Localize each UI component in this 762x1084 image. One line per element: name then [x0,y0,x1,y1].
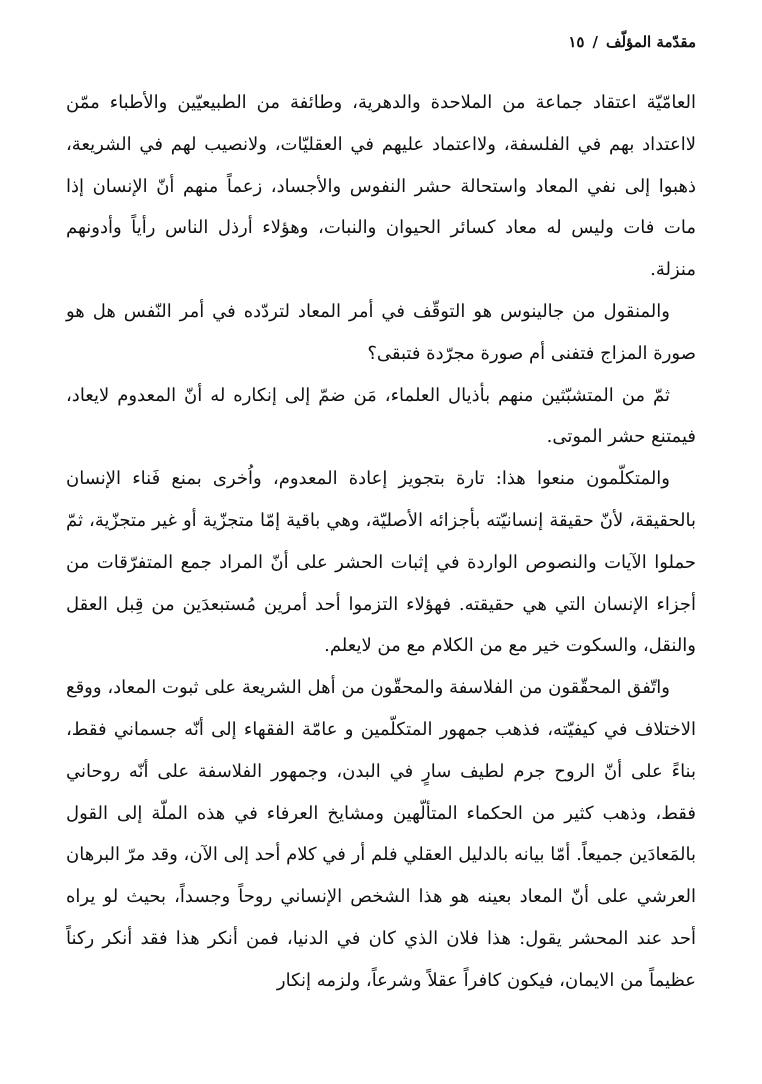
paragraph: ثمّ من المتشبّثين منهم بأذيال العلماء، مَن ضمّ إلى إنكاره له أنّ المعدوم لايعاد، فيمتنع حشر الموتى. [66,384,696,448]
paragraph: والمتكلّمون منعوا هذا: تارة بتجويز إعادة المعدوم، واُخرى بمنع فَناء الإنسان بالحقيقة، لأنّ حقيقة إنسانيّته بأجزائه الأصليّة، وهي باقية إمّا متجزّية أو غير متجزّية، ثمّ حملوا الآيات والنصوص الواردة في إثبات الحشر على أنّ المراد جمع المتفرّقات من أجزاء الإنسان التي هي حقيقته. فهؤلاء التزموا أحد أمرين مُستبعدَين من قِبل العقل والنقل، والسكوت خير مع من الكلام مع من لايعلم. [66,468,696,657]
paragraph: العامّيّة اعتقاد جماعة من الملاحدة والدهرية، وطائفة من الطبيعيّين والأطباء ممّن لااعتداد بهم في الفلسفة، ولااعتماد عليهم في العقليّات، ولانصيب لهم في الشريعة، ذهبوا إلى نفي المعاد واستحالة حشر النفوس والأجساد، زعماً منهم أنّ الإنسان إذا مات فات وليس له معاد كسائر الحيوان والنبات، وهؤلاء أرذل الناس رأياً وأدونهم منزلة. [66,92,696,281]
running-header [66,22,696,62]
header-separator: / [592,33,598,51]
paragraph: واتّفق المحقّقون من الفلاسفة والمحقّون من أهل الشريعة على ثبوت المعاد، ووقع الاختلاف في كيفيّته، فذهب جمهور المتكلّمين و عامّة الفقهاء إلى أنّه جسماني فقط، بناءً على أنّ الروح جرم لطيف سارٍ في البدن، وجمهور الفلاسفة على أنّه روحاني فقط، وذهب كثير من الحكماء المتألّهين ومشايخ العرفاء في هذه الملّة إلى القول بالمَعادَين جميعاً. أمّا بيانه بالدليل العقلي فلم أر في كلام أحد إلى الآن، وقد مرّ البرهان العرشي على أنّ المعاد بعينه هو هذا الشخص الإنساني روحاً وجسداً، بحيث لو يراه أحد عند المحشر يقول: هذا فلان الذي كان في الدنيا، فمن أنكر هذا فقد أنكر ركناً عظيماً من الايمان، فيكون كافراً عقلاً وشرعاً، ولزمه إنكار [66,677,696,991]
paragraph: والمنقول من جالينوس هو التوقّف في أمر المعاد لتردّده في أمر النّفس هل هو صورة المزاج فتفنى أم صورة مجرّدة فتبقى؟ [66,300,696,364]
chapter-title: مقدّمة المؤلّف [605,33,696,51]
page-number: ١٥ [568,33,585,51]
body-text [66,82,696,1002]
